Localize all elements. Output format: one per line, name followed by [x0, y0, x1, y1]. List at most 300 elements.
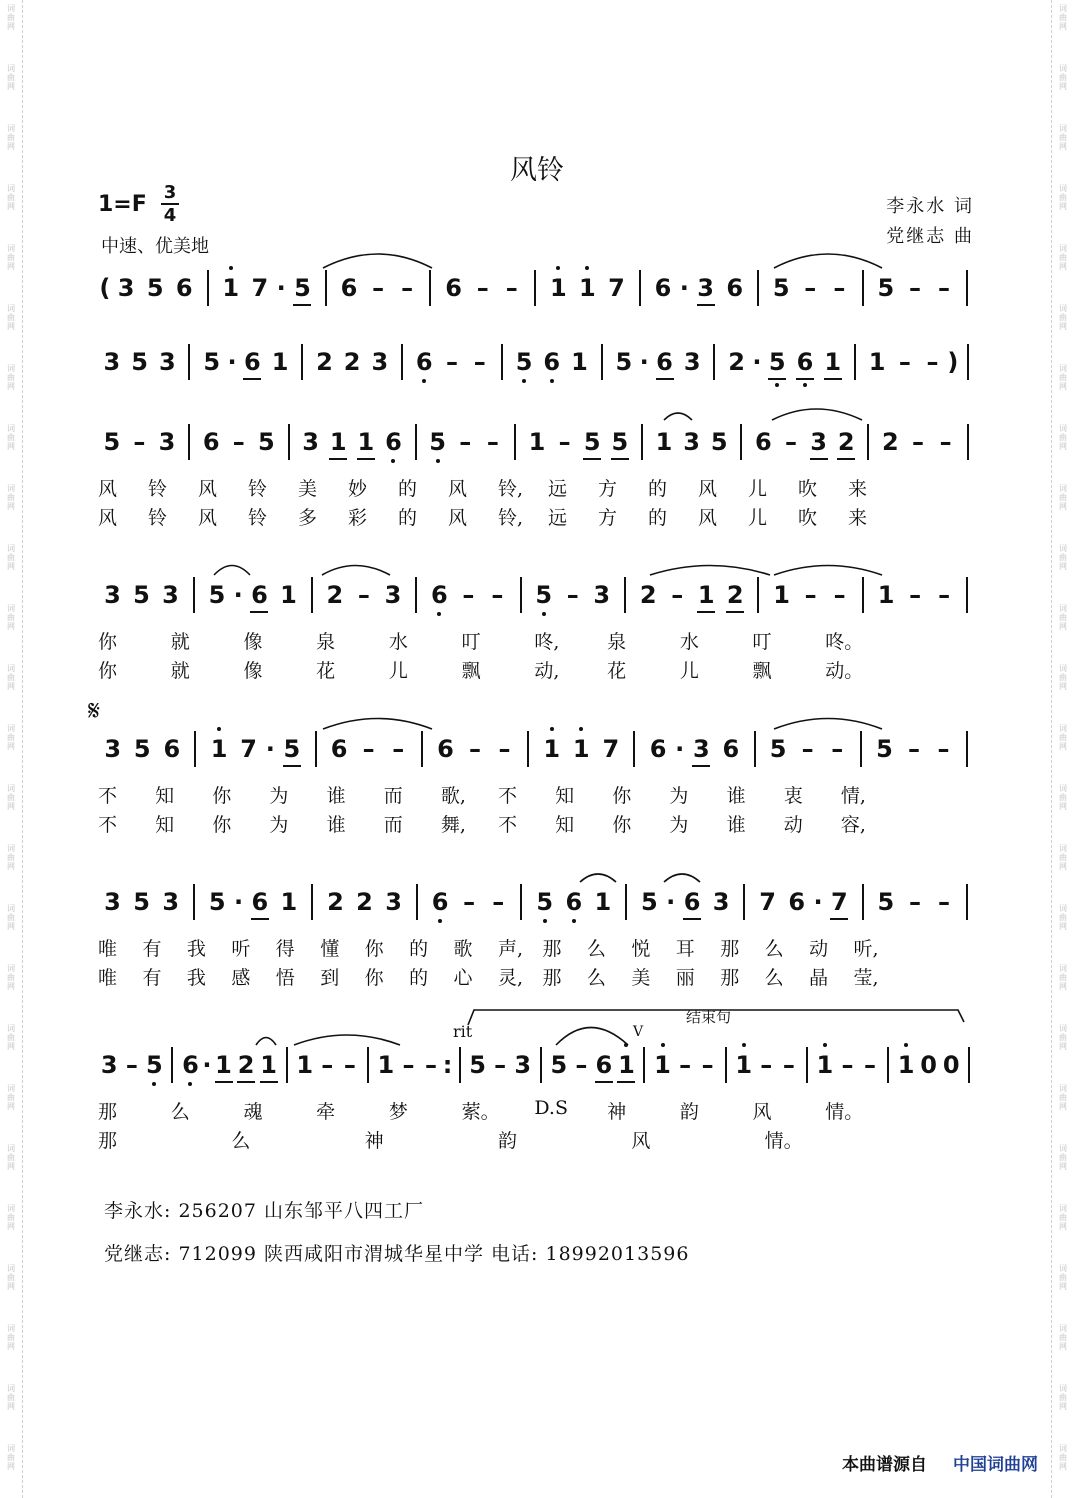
watermark-text: 词 曲 网 — [1059, 1264, 1067, 1291]
note: 5 — [133, 888, 150, 916]
lyric-syllable: 为 — [269, 814, 289, 836]
note: – — [402, 1051, 415, 1079]
lyric-syllable: 情。 — [825, 1101, 864, 1123]
note: 1 — [357, 428, 375, 456]
note: – — [459, 428, 472, 456]
note: 2 — [327, 888, 344, 916]
watermark-text: 词 曲 网 — [1059, 1084, 1067, 1111]
lyric-syllable: 方 — [598, 507, 618, 529]
lyric-syllable: 你 — [612, 814, 632, 836]
lyric-syllable: 知 — [155, 814, 175, 836]
watermark-text: 词 曲 网 — [7, 784, 15, 811]
note: 1 — [271, 348, 289, 376]
lyric-syllable: 为 — [269, 785, 289, 807]
lyric-syllable: 动 — [809, 938, 829, 960]
watermark-text: 词 曲 网 — [7, 364, 15, 391]
watermark-text: 词 曲 网 — [1059, 64, 1067, 91]
lyric-syllable: 儿 — [748, 507, 768, 529]
lyric-syllable: 唯 — [98, 967, 118, 989]
note: 6 — [755, 428, 772, 456]
lyric-syllable: 悦 — [631, 938, 651, 960]
note: – — [492, 888, 505, 916]
source-label: 本曲谱源自 — [842, 1455, 927, 1475]
note: – — [908, 888, 921, 916]
lyric-syllable: 飘 — [752, 660, 772, 682]
note: 5 — [133, 735, 151, 763]
lyric-syllable: 水 — [388, 631, 408, 653]
lyric-syllable: 听 — [231, 938, 251, 960]
note: 5 — [611, 428, 629, 456]
lyric-syllable: 神 — [364, 1130, 384, 1152]
watermark-text: 词 曲 网 — [1059, 1144, 1067, 1171]
note: 7 — [602, 735, 620, 763]
note: 3 — [104, 581, 121, 609]
lyric-syllable: 风 — [752, 1101, 772, 1123]
note: 6 — [430, 579, 448, 611]
note: 3 — [384, 581, 402, 609]
lyric-syllable: 铃 — [248, 507, 268, 529]
note: 1 — [773, 581, 790, 609]
note: – — [463, 888, 476, 916]
note: 6 — [565, 886, 583, 918]
note: 1 — [280, 581, 297, 609]
lyric-syllable: 有 — [142, 938, 162, 960]
note: – — [468, 735, 481, 763]
contact-composer: 党继志: 712099 陕西咸阳市渭城华星中学 电话: 18992013596 — [104, 1243, 690, 1265]
note: 6 — [445, 274, 462, 302]
note: 3 — [158, 428, 176, 456]
lyric-syllable: 莹, — [853, 967, 879, 989]
note: 1 — [877, 581, 895, 609]
note: 3 — [683, 428, 700, 456]
lyric-syllable: 的 — [648, 478, 668, 500]
note: 3 — [104, 888, 121, 916]
note: 3 — [385, 888, 402, 916]
watermark-text: 词 曲 网 — [7, 1084, 15, 1111]
note: 6 — [243, 348, 261, 376]
watermark-text: 词 曲 网 — [1059, 244, 1067, 271]
note: 3 — [302, 428, 319, 456]
segno-sign: 𝄋 — [88, 694, 101, 727]
note: 1 — [897, 1049, 915, 1081]
lyric-syllable: 不 — [498, 785, 518, 807]
watermark-text: 词 曲 网 — [7, 904, 15, 931]
note: – — [908, 274, 921, 302]
note: – — [357, 581, 370, 609]
lyric-syllable: 吹 — [798, 507, 818, 529]
lyric-syllable: 情。 — [764, 1130, 803, 1152]
note: 1 — [222, 272, 240, 304]
composer-credit: 党继志 曲 — [886, 226, 974, 247]
lyric-syllable: 彩 — [348, 507, 368, 529]
lyric-syllable: 听, — [853, 938, 879, 960]
lyric-syllable: 铃, — [498, 507, 524, 529]
watermark-text: 词 曲 网 — [1059, 4, 1067, 31]
note: – — [938, 274, 951, 302]
note: – — [362, 735, 375, 763]
note: 5 — [877, 888, 895, 916]
slur — [294, 1035, 400, 1045]
lyric-syllable: 的 — [409, 938, 429, 960]
lyric-syllable: 那 — [720, 938, 740, 960]
note: · — [813, 888, 823, 916]
note: 1 — [697, 581, 715, 609]
lyric-syllable: 风 — [198, 507, 218, 529]
note: · — [752, 348, 762, 376]
note: 3 — [103, 348, 121, 376]
note: 6 — [437, 735, 454, 763]
note: 5 — [103, 428, 121, 456]
note: 1 — [528, 428, 546, 456]
lyric-syllable: 来 — [848, 507, 868, 529]
note: 5 — [294, 274, 311, 302]
note: 7 — [240, 735, 257, 763]
note: 5 — [550, 1051, 568, 1079]
note: – — [486, 428, 499, 456]
note: 2 — [882, 428, 899, 456]
watermark-text: 词 曲 网 — [7, 1204, 15, 1231]
note: – — [833, 274, 846, 302]
lyric-syllable: 方 — [598, 478, 618, 500]
lyric-syllable: 那 — [542, 967, 562, 989]
note: 3 — [158, 348, 176, 376]
note: – — [804, 581, 817, 609]
lyric-syllable: 耳 — [675, 938, 695, 960]
watermark-text: 词 曲 网 — [7, 664, 15, 691]
lyric-syllable: 魂 — [243, 1101, 263, 1123]
note: 0 — [942, 1051, 960, 1079]
watermark-text: 词 曲 网 — [1059, 1324, 1067, 1351]
note: 1 — [654, 1049, 672, 1081]
note: 1 — [735, 1049, 753, 1081]
note: – — [926, 348, 939, 376]
note: 6 — [330, 735, 348, 763]
note: 1 — [571, 348, 588, 376]
lyric-syllable: D.S — [534, 1097, 568, 1119]
note: – — [939, 428, 952, 456]
lyric-syllable: 多 — [298, 507, 318, 529]
watermark-text: 词 曲 网 — [1059, 844, 1067, 871]
meter-denominator: 4 — [163, 205, 177, 226]
watermark-text: 词 曲 网 — [1059, 1024, 1067, 1051]
lyric-syllable: 那 — [98, 1130, 118, 1152]
note: 1 — [578, 272, 596, 304]
lyric-syllable: 神 — [607, 1101, 627, 1123]
note: 5 — [133, 581, 150, 609]
watermark-text: 词 曲 网 — [7, 844, 15, 871]
lyric-syllable: 儿 — [388, 660, 408, 682]
note: 5 — [768, 346, 786, 378]
note: 2 — [356, 888, 373, 916]
note: 2 — [726, 581, 744, 609]
note: – — [760, 1051, 773, 1079]
lyric-syllable: 舞, — [440, 814, 466, 836]
watermark-text: 词 曲 网 — [7, 484, 15, 511]
note: 1 — [594, 888, 612, 916]
lyric-syllable: 动 — [783, 814, 803, 836]
lyric-syllable: 么 — [586, 967, 606, 989]
note: 1 — [543, 733, 561, 765]
note: 5 — [710, 428, 728, 456]
key-signature: 1=F — [98, 192, 147, 217]
lyric-syllable: 风 — [631, 1130, 651, 1152]
lyric-syllable: 不 — [98, 814, 118, 836]
watermark-text: 词 曲 网 — [1059, 184, 1067, 211]
note: 6 — [163, 735, 181, 763]
note: – — [782, 1051, 795, 1079]
note: 5 — [208, 581, 226, 609]
note: – — [343, 1051, 356, 1079]
rit-marking: rit — [453, 1022, 473, 1041]
note: 6 — [251, 581, 268, 609]
watermark-text: 词 曲 网 — [7, 244, 15, 271]
slur — [772, 409, 862, 420]
note: 2 — [326, 581, 344, 609]
note: 1 — [824, 348, 842, 376]
note: 6 — [340, 274, 358, 302]
lyric-syllable: 儿 — [679, 660, 699, 682]
note: 3 — [104, 735, 122, 763]
note: 6 — [796, 346, 814, 378]
note: – — [671, 581, 684, 609]
lyric-syllable: 我 — [186, 938, 206, 960]
note: 5 — [615, 348, 633, 376]
watermark-text: 词 曲 网 — [1059, 784, 1067, 811]
note: 5 — [283, 735, 301, 763]
lyric-syllable: 情, — [840, 785, 866, 807]
note: 5 — [583, 428, 601, 456]
watermark-text: 词 曲 网 — [7, 604, 15, 631]
note: 3 — [162, 888, 180, 916]
note: 5 — [208, 888, 226, 916]
lyric-syllable: 动。 — [825, 660, 864, 682]
watermark-text: 词 曲 网 — [1059, 484, 1067, 511]
note: – — [321, 1051, 334, 1079]
lyric-syllable: 知 — [555, 814, 575, 836]
note: 3 — [117, 274, 135, 302]
note: 3 — [371, 348, 389, 376]
lyric-syllable: 谁 — [726, 785, 746, 807]
note: 1 — [377, 1051, 395, 1079]
note: 6 — [181, 1049, 199, 1081]
note: 3 — [693, 735, 710, 763]
lyric-syllable: 心 — [453, 967, 473, 989]
note: 5 — [876, 735, 893, 763]
lyric-syllable: 歌, — [440, 785, 466, 807]
note: 1 — [329, 428, 347, 456]
note: 5 — [146, 274, 164, 302]
note: – — [831, 735, 844, 763]
watermark-text: 词 曲 网 — [1059, 364, 1067, 391]
watermark-text: 词 曲 网 — [7, 1024, 15, 1051]
lyric-syllable: 韵 — [679, 1101, 699, 1123]
note: 6 — [788, 888, 806, 916]
note: 6 — [654, 274, 672, 302]
lyric-syllable: 像 — [243, 631, 263, 653]
note: – — [785, 428, 797, 456]
slur — [774, 566, 882, 576]
note: – — [425, 1051, 437, 1079]
note: 6 — [722, 735, 740, 763]
note: 1 — [549, 272, 567, 304]
watermark-text: 词 曲 网 — [1059, 544, 1067, 571]
slur — [256, 1038, 276, 1046]
note: 2 — [728, 348, 745, 376]
note: 6 — [175, 274, 193, 302]
note: 3 — [683, 348, 701, 376]
note: – — [491, 581, 504, 609]
note: – — [392, 735, 405, 763]
lyric-syllable: 花 — [607, 660, 627, 682]
lyric-syllable: 就 — [170, 631, 190, 653]
note: · — [233, 581, 243, 609]
slur — [214, 566, 250, 576]
lyric-syllable: 歌 — [453, 938, 473, 960]
note: – — [505, 274, 518, 302]
song-title: 风铃 — [510, 155, 564, 186]
note: 2 — [316, 348, 333, 376]
note: 1 — [215, 1051, 232, 1079]
note: 3 — [810, 428, 827, 456]
note: 6 — [595, 1051, 613, 1079]
watermark-text: 词 曲 网 — [1059, 1204, 1067, 1231]
lyric-syllable: 花 — [316, 660, 336, 682]
note: 5 — [536, 886, 554, 918]
note: 3 — [100, 1051, 118, 1079]
lyric-syllable: 你 — [364, 967, 384, 989]
watermark-text: 词 曲 网 — [7, 1384, 15, 1411]
lyric-syllable: 的 — [398, 507, 418, 529]
watermark-text: 词 曲 网 — [7, 424, 15, 451]
contact-lyricist: 李永水: 256207 山东邹平八四工厂 — [104, 1200, 425, 1222]
lyric-syllable: 泉 — [607, 631, 627, 653]
note: 5 — [203, 348, 221, 376]
lyric-syllable: 晶 — [809, 967, 829, 989]
note: 5 — [469, 1051, 486, 1079]
watermark-text: 词 曲 网 — [1059, 904, 1067, 931]
lyric-syllable: 来 — [848, 478, 868, 500]
note: 5 — [258, 428, 275, 456]
slur — [664, 413, 692, 420]
lyric-syllable: 叮 — [752, 631, 772, 653]
note: 6 — [656, 348, 673, 376]
watermark-text: 词 曲 网 — [1059, 304, 1067, 331]
watermark-text: 词 曲 网 — [7, 1264, 15, 1291]
note: 1 — [260, 1051, 277, 1079]
lyric-syllable: 儿 — [748, 478, 768, 500]
watermark-text: 词 曲 网 — [1059, 1384, 1067, 1411]
note: – — [473, 348, 486, 376]
note: ) — [947, 348, 959, 376]
note: 0 — [920, 1051, 937, 1079]
lyric-syllable: 风 — [98, 478, 118, 500]
note: 3 — [712, 888, 730, 916]
ending-bracket — [468, 1010, 964, 1025]
slur — [664, 874, 700, 882]
lyric-syllable: 你 — [364, 938, 384, 960]
watermark-text: 词 曲 网 — [1059, 1444, 1067, 1471]
lyric-syllable: 你 — [212, 785, 232, 807]
lyric-syllable: 你 — [612, 785, 632, 807]
watermark-text: 词 曲 网 — [7, 964, 15, 991]
lyric-syllable: 飘 — [461, 660, 481, 682]
note: – — [462, 581, 475, 609]
lyric-syllable: 韵 — [498, 1130, 518, 1152]
note: 3 — [697, 274, 714, 302]
lyric-syllable: 有 — [142, 967, 162, 989]
lyric-syllable: 咚。 — [825, 631, 864, 653]
note: 7 — [759, 888, 776, 916]
note: – — [804, 274, 817, 302]
lyric-syllable: 容, — [840, 814, 866, 836]
lyric-syllable: 美 — [631, 967, 651, 989]
note: 1 — [296, 1051, 314, 1079]
note: – — [912, 428, 925, 456]
lyric-syllable: 为 — [669, 785, 689, 807]
watermark-text: 词 曲 网 — [1059, 424, 1067, 451]
lyric-syllable: 声, — [498, 938, 524, 960]
lyric-syllable: 风 — [198, 478, 218, 500]
lyric-syllable: 风 — [98, 507, 118, 529]
note: 3 — [162, 581, 179, 609]
note: 2 — [343, 348, 361, 376]
lyric-syllable: 你 — [98, 631, 118, 653]
note: 6 — [683, 888, 701, 916]
slur — [774, 719, 882, 730]
note: 3 — [593, 581, 611, 609]
source-site-link[interactable]: 中国词曲网 — [953, 1455, 1038, 1475]
slur — [323, 254, 432, 268]
watermark-text: 词 曲 网 — [1059, 604, 1067, 631]
note: 6 — [726, 274, 744, 302]
slur — [580, 874, 616, 882]
lyric-syllable: 你 — [98, 660, 118, 682]
note: 6 — [415, 346, 433, 378]
note: – — [833, 581, 846, 609]
note: 5 — [877, 274, 895, 302]
lyric-syllable: 谁 — [326, 785, 346, 807]
note: 1 — [210, 733, 228, 765]
note: : — [442, 1051, 453, 1079]
lyric-syllable: 谁 — [726, 814, 746, 836]
lyric-syllable: 妙 — [348, 478, 368, 500]
watermark-text: 词 曲 网 — [7, 4, 15, 31]
lyric-syllable: 么 — [586, 938, 606, 960]
note: 7 — [251, 274, 269, 302]
lyric-syllable: 那 — [98, 1101, 118, 1123]
lyric-syllable: 不 — [98, 785, 118, 807]
note: – — [938, 581, 951, 609]
note: – — [937, 735, 950, 763]
note: · — [666, 888, 676, 916]
note: – — [938, 888, 951, 916]
note: 3 — [514, 1051, 532, 1079]
note: 5 — [131, 348, 148, 376]
watermark-text: 词 曲 网 — [7, 1144, 15, 1171]
note: · — [202, 1051, 212, 1079]
lyric-syllable: 叮 — [461, 631, 481, 653]
lyric-syllable: 风 — [448, 507, 468, 529]
note: 5 — [769, 735, 787, 763]
note: · — [679, 274, 689, 302]
lyric-syllable: 的 — [409, 967, 429, 989]
slur — [556, 1028, 628, 1046]
lyricist-credit: 李永水 词 — [886, 196, 974, 217]
lyric-syllable: 风 — [448, 478, 468, 500]
lyric-syllable: 的 — [398, 478, 418, 500]
lyric-syllable: 知 — [155, 785, 175, 807]
note: – — [701, 1051, 714, 1079]
